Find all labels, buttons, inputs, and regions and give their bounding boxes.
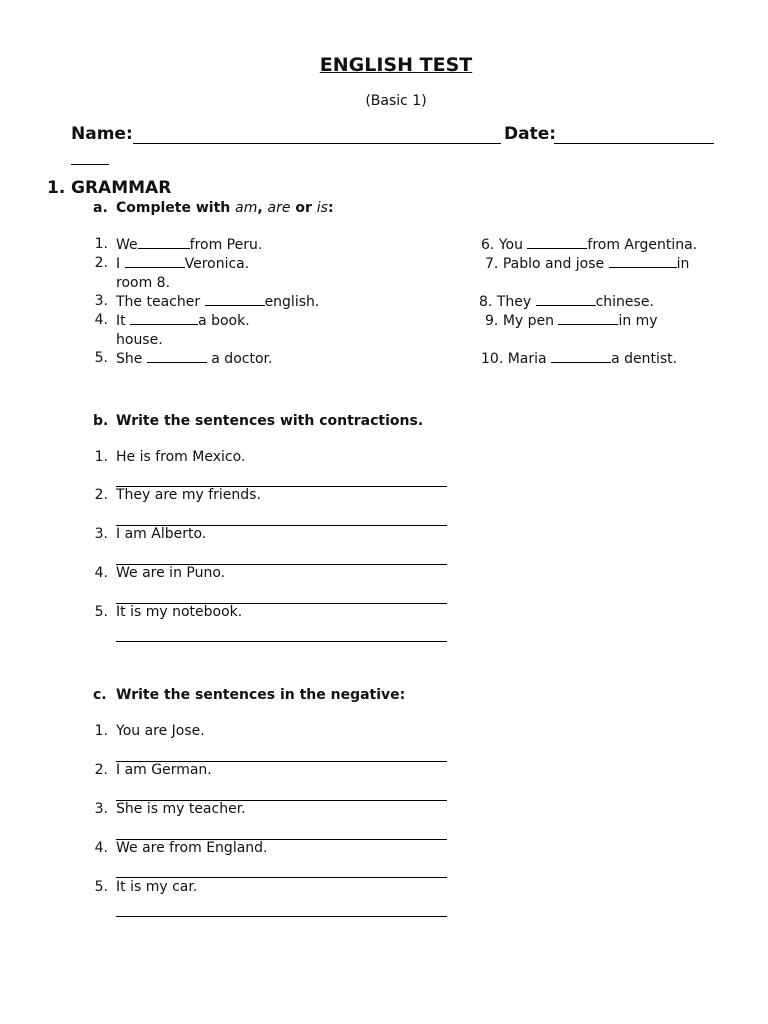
part-b-instruction: Write the sentences with contractions. [116, 413, 424, 429]
item-text-after: in [676, 256, 690, 272]
answer-blank[interactable] [558, 312, 618, 325]
item-text-after: in my [618, 313, 658, 329]
instruction-sep: , [257, 200, 268, 216]
test-subtitle: (Basic 1) [365, 93, 427, 109]
item-number: 3. [94, 526, 108, 542]
section-number: 1. [47, 178, 66, 198]
item-number: 2. [94, 255, 108, 271]
item-text-after: english. [264, 294, 320, 310]
answer-blank[interactable] [609, 255, 677, 268]
fill-item [116, 293, 319, 310]
item-text-before: They [496, 294, 536, 310]
item-number: 2. [94, 487, 108, 503]
item-text-after: a dentist. [611, 351, 678, 367]
item-number: 4. [94, 565, 108, 581]
answer-blank[interactable] [527, 236, 587, 249]
item-number: 9. [485, 313, 499, 329]
instruction-suffix: : [327, 200, 334, 216]
name-field-line[interactable] [133, 143, 501, 144]
answer-line[interactable] [116, 877, 447, 878]
item-text-after: Veronica. [184, 256, 250, 272]
item-text-after: chinese. [595, 294, 654, 310]
fill-item [485, 312, 658, 329]
date-field-line[interactable] [554, 143, 714, 144]
answer-blank[interactable] [125, 255, 185, 268]
item-text-before: Maria [507, 351, 552, 367]
item-text-before: You [498, 237, 528, 253]
test-title: ENGLISH TEST [319, 54, 473, 76]
section-title: GRAMMAR [71, 178, 172, 198]
item-number: 1. [94, 449, 108, 465]
item-number: 4. [94, 312, 108, 328]
word-is: is [316, 200, 328, 216]
fill-item [116, 350, 272, 367]
item-text-before: She [116, 351, 147, 367]
sentence-prompt: He is from Mexico. [116, 449, 246, 465]
word-am: am [235, 200, 258, 216]
part-c-instruction: Write the sentences in the negative: [116, 687, 406, 703]
item-number: 3. [94, 801, 108, 817]
sentence-prompt: It is my car. [116, 879, 198, 895]
item-wrap-text: house. [116, 332, 163, 348]
item-number: 10. [481, 351, 504, 367]
fill-item [116, 312, 250, 329]
item-text-before: Pablo and jose [502, 256, 609, 272]
item-number: 5. [94, 604, 108, 620]
answer-blank[interactable] [551, 350, 611, 363]
sentence-prompt: We are from England. [116, 840, 268, 856]
fill-item [481, 236, 697, 253]
fill-item [479, 293, 654, 310]
fill-item [481, 350, 677, 367]
answer-line[interactable] [116, 916, 447, 917]
item-text-before: I [116, 256, 125, 272]
item-text-after: a book. [198, 313, 250, 329]
item-text-after: from Peru. [189, 237, 263, 253]
item-text-before: It [116, 313, 131, 329]
name-label: Name: [71, 124, 133, 144]
instruction-prefix: Complete with [116, 200, 236, 216]
part-a-letter: a. [93, 200, 108, 216]
sentence-prompt: I am German. [116, 762, 212, 778]
answer-line[interactable] [116, 641, 447, 642]
item-number: 8. [479, 294, 493, 310]
sentence-prompt: She is my teacher. [116, 801, 246, 817]
sentence-prompt: You are Jose. [116, 723, 205, 739]
sentence-prompt: It is my notebook. [116, 604, 243, 620]
sentence-prompt: We are in Puno. [116, 565, 226, 581]
answer-blank[interactable] [130, 312, 198, 325]
item-number: 5. [94, 350, 108, 366]
date-label: Date: [504, 124, 557, 144]
item-text-before: The teacher [116, 294, 205, 310]
item-number: 1. [94, 723, 108, 739]
item-number: 4. [94, 840, 108, 856]
item-number: 5. [94, 879, 108, 895]
date-field-line-continued[interactable] [71, 164, 109, 165]
fill-item [116, 255, 249, 272]
answer-blank[interactable] [205, 293, 265, 306]
sentence-prompt: I am Alberto. [116, 526, 207, 542]
item-number: 3. [94, 293, 108, 309]
sentence-prompt: They are my friends. [116, 487, 261, 503]
word-are: are [267, 200, 291, 216]
fill-item [116, 236, 262, 253]
item-text-after: a doctor. [206, 351, 273, 367]
item-text-before: My pen [502, 313, 559, 329]
part-c-letter: c. [93, 687, 107, 703]
item-wrap-text: room 8. [116, 275, 171, 291]
answer-blank[interactable] [138, 236, 190, 249]
item-number: 7. [485, 256, 499, 272]
item-number: 1. [94, 236, 108, 252]
part-b-letter: b. [93, 413, 109, 429]
item-text-before: We [116, 237, 138, 253]
item-text-after: from Argentina. [587, 237, 698, 253]
part-a-instruction [116, 200, 334, 216]
instruction-or: or [290, 200, 317, 216]
fill-item [485, 255, 689, 272]
item-number: 2. [94, 762, 108, 778]
answer-blank[interactable] [147, 350, 207, 363]
item-number: 6. [481, 237, 495, 253]
answer-blank[interactable] [536, 293, 596, 306]
